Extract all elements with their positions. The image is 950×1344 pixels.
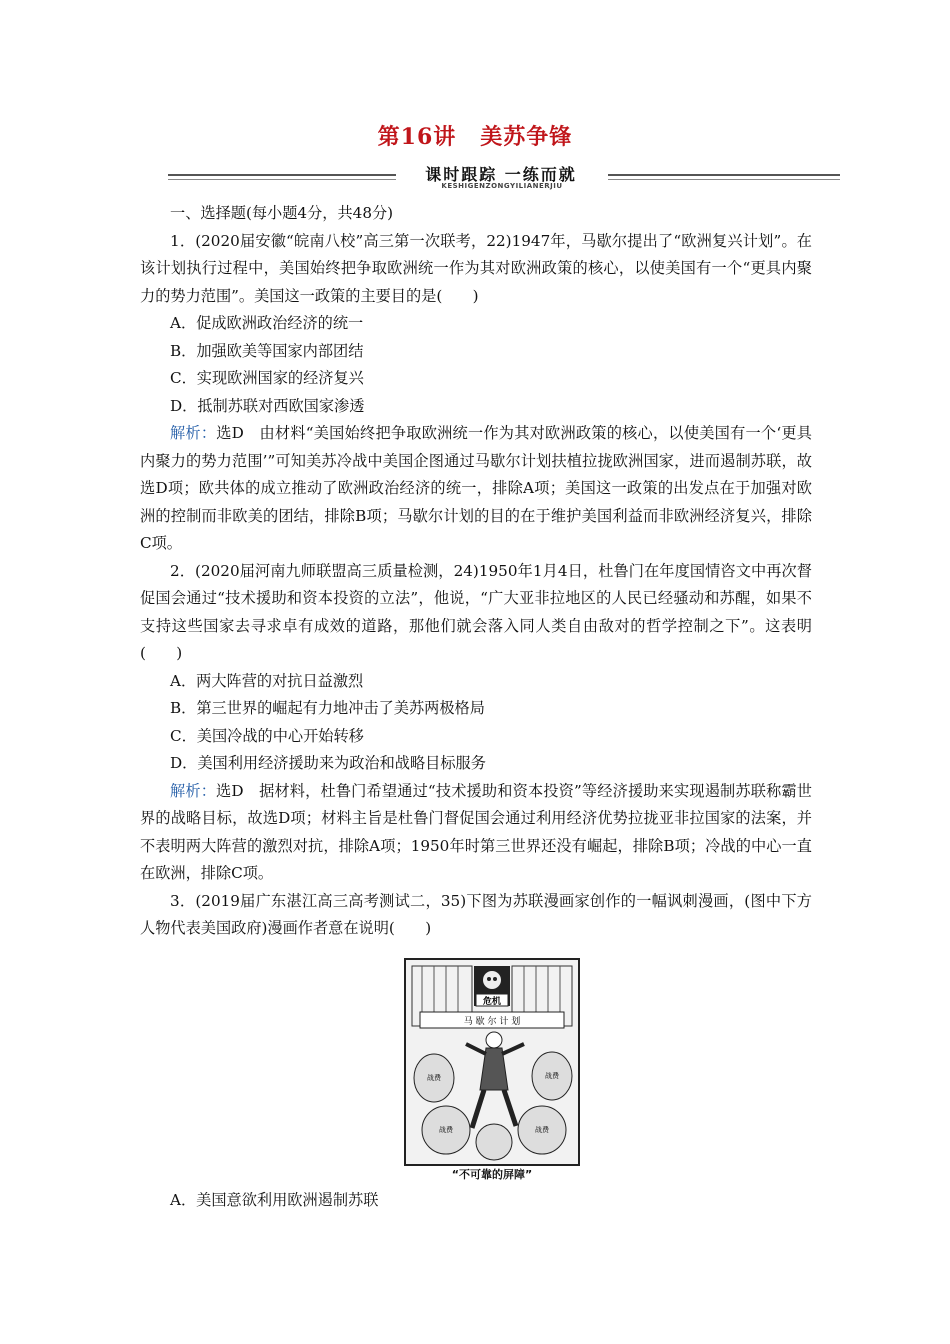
- cartoon-caption: “不可靠的屏障”: [451, 1168, 533, 1181]
- cartoon-drawing: [406, 960, 578, 1164]
- main-content: [140, 200, 812, 943]
- question-1-option-d: D．抵制苏联对西欧国家渗透: [170, 396, 365, 415]
- question-1-analysis: 解析：选D 由材料“美国始终把争取欧洲统一作为其对欧洲政策的核心，以使美国有一个‘更具内聚力的势力范围’”可知美苏冷战中美国企图通过马歇尔计划扶植拉拢欧洲国家，进而遏制苏联，故选D项；欧共体的成立推动了欧洲政治经济的统一，排除A项；美国这一政策的出发点在于加强对欧洲的控制而非欧美的团结，排除B项；马歇尔计划的目的在于维护美国利益而非欧洲经济复兴，排除C项。: [140, 424, 812, 552]
- question-2-option-c: C．美国冷战的中心开始转移: [170, 726, 364, 745]
- crisis-label: 危机: [482, 997, 502, 1007]
- section-heading: 一、选择题(每小题4分，共48分): [170, 204, 394, 222]
- question-1-stem: 1．(2020届安徽“皖南八校”高三第一次联考，22)1947年，马歇尔提出了“欧洲复兴计划”。在该计划执行过程中，美国始终把争取欧洲统一作为其对欧洲政策的核心，以使美国有一个“更具内聚力的势力范围”。美国这一政策的主要目的是( ): [140, 231, 812, 305]
- plan-label: 马 歇 尔 计 划: [463, 1017, 521, 1027]
- question-2-option-a: A．两大阵营的对抗日益激烈: [170, 671, 364, 690]
- bag-label: 战费: [545, 1072, 559, 1080]
- cartoon-image: [404, 958, 580, 1166]
- bag-label: 战费: [439, 1126, 453, 1134]
- section-banner: [168, 158, 840, 192]
- cartoon-figure: [404, 958, 580, 1184]
- question-3-stem: 3．(2019届广东湛江高三高考测试二，35)下图为苏联漫画家创作的一幅讽刺漫画，(图中下方人物代表美国政府)漫画作者意在说明( ): [140, 891, 812, 937]
- banner-subtitle: KESHIGENZONGYILIANERJIU: [441, 182, 563, 190]
- page-title: 第16讲 美苏争锋: [377, 124, 573, 150]
- bag-label: 战费: [535, 1126, 549, 1134]
- analysis-label: 解析：: [170, 781, 217, 800]
- banner-text: 课时跟踪 一练而就: [425, 165, 577, 184]
- question-3-option-a: A．美国意欲利用欧洲遏制苏联: [170, 1191, 379, 1209]
- bag-label: 战费: [427, 1074, 441, 1082]
- question-1-option-a: A．促成欧洲政治经济的统一: [170, 314, 364, 332]
- question-2-option-d: D．美国利用经济援助来为政治和战略目标服务: [170, 754, 486, 772]
- question-3-options: [140, 1187, 812, 1215]
- analysis-label: 解析：: [170, 424, 217, 442]
- question-2-analysis: 解析：选D 据材料，杜鲁门希望通过“技术援助和资本投资”等经济援助来实现遏制苏联称霸世界的战略目标，故选D项；材料主旨是杜鲁门督促国会通过利用经济优势拉拢亚非拉国家的法案，并不表明两大阵营的激烈对抗，排除A项；1950年时第三世界还没有崛起，排除B项；冷战的中心一直在欧洲，排除C项。: [140, 781, 812, 882]
- question-1-option-c: C．实现欧洲国家的经济复兴: [170, 369, 364, 387]
- question-1-option-b: B．加强欧美等国家内部团结: [170, 341, 364, 360]
- question-2-stem: 2．(2020届河南九师联盟高三质量检测，24)1950年1月4日，杜鲁门在年度国情咨文中再次督促国会通过“技术援助和资本投资的立法”，他说，“广大亚非拉地区的人民已经骚动和苏醒，如果不支持这些国家去寻求卓有成效的道路，那他们就会落入同人类自由敌对的哲学控制之下”。这表明( ): [140, 561, 812, 662]
- question-2-option-b: B．第三世界的崛起有力地冲击了美苏两极格局: [170, 699, 485, 717]
